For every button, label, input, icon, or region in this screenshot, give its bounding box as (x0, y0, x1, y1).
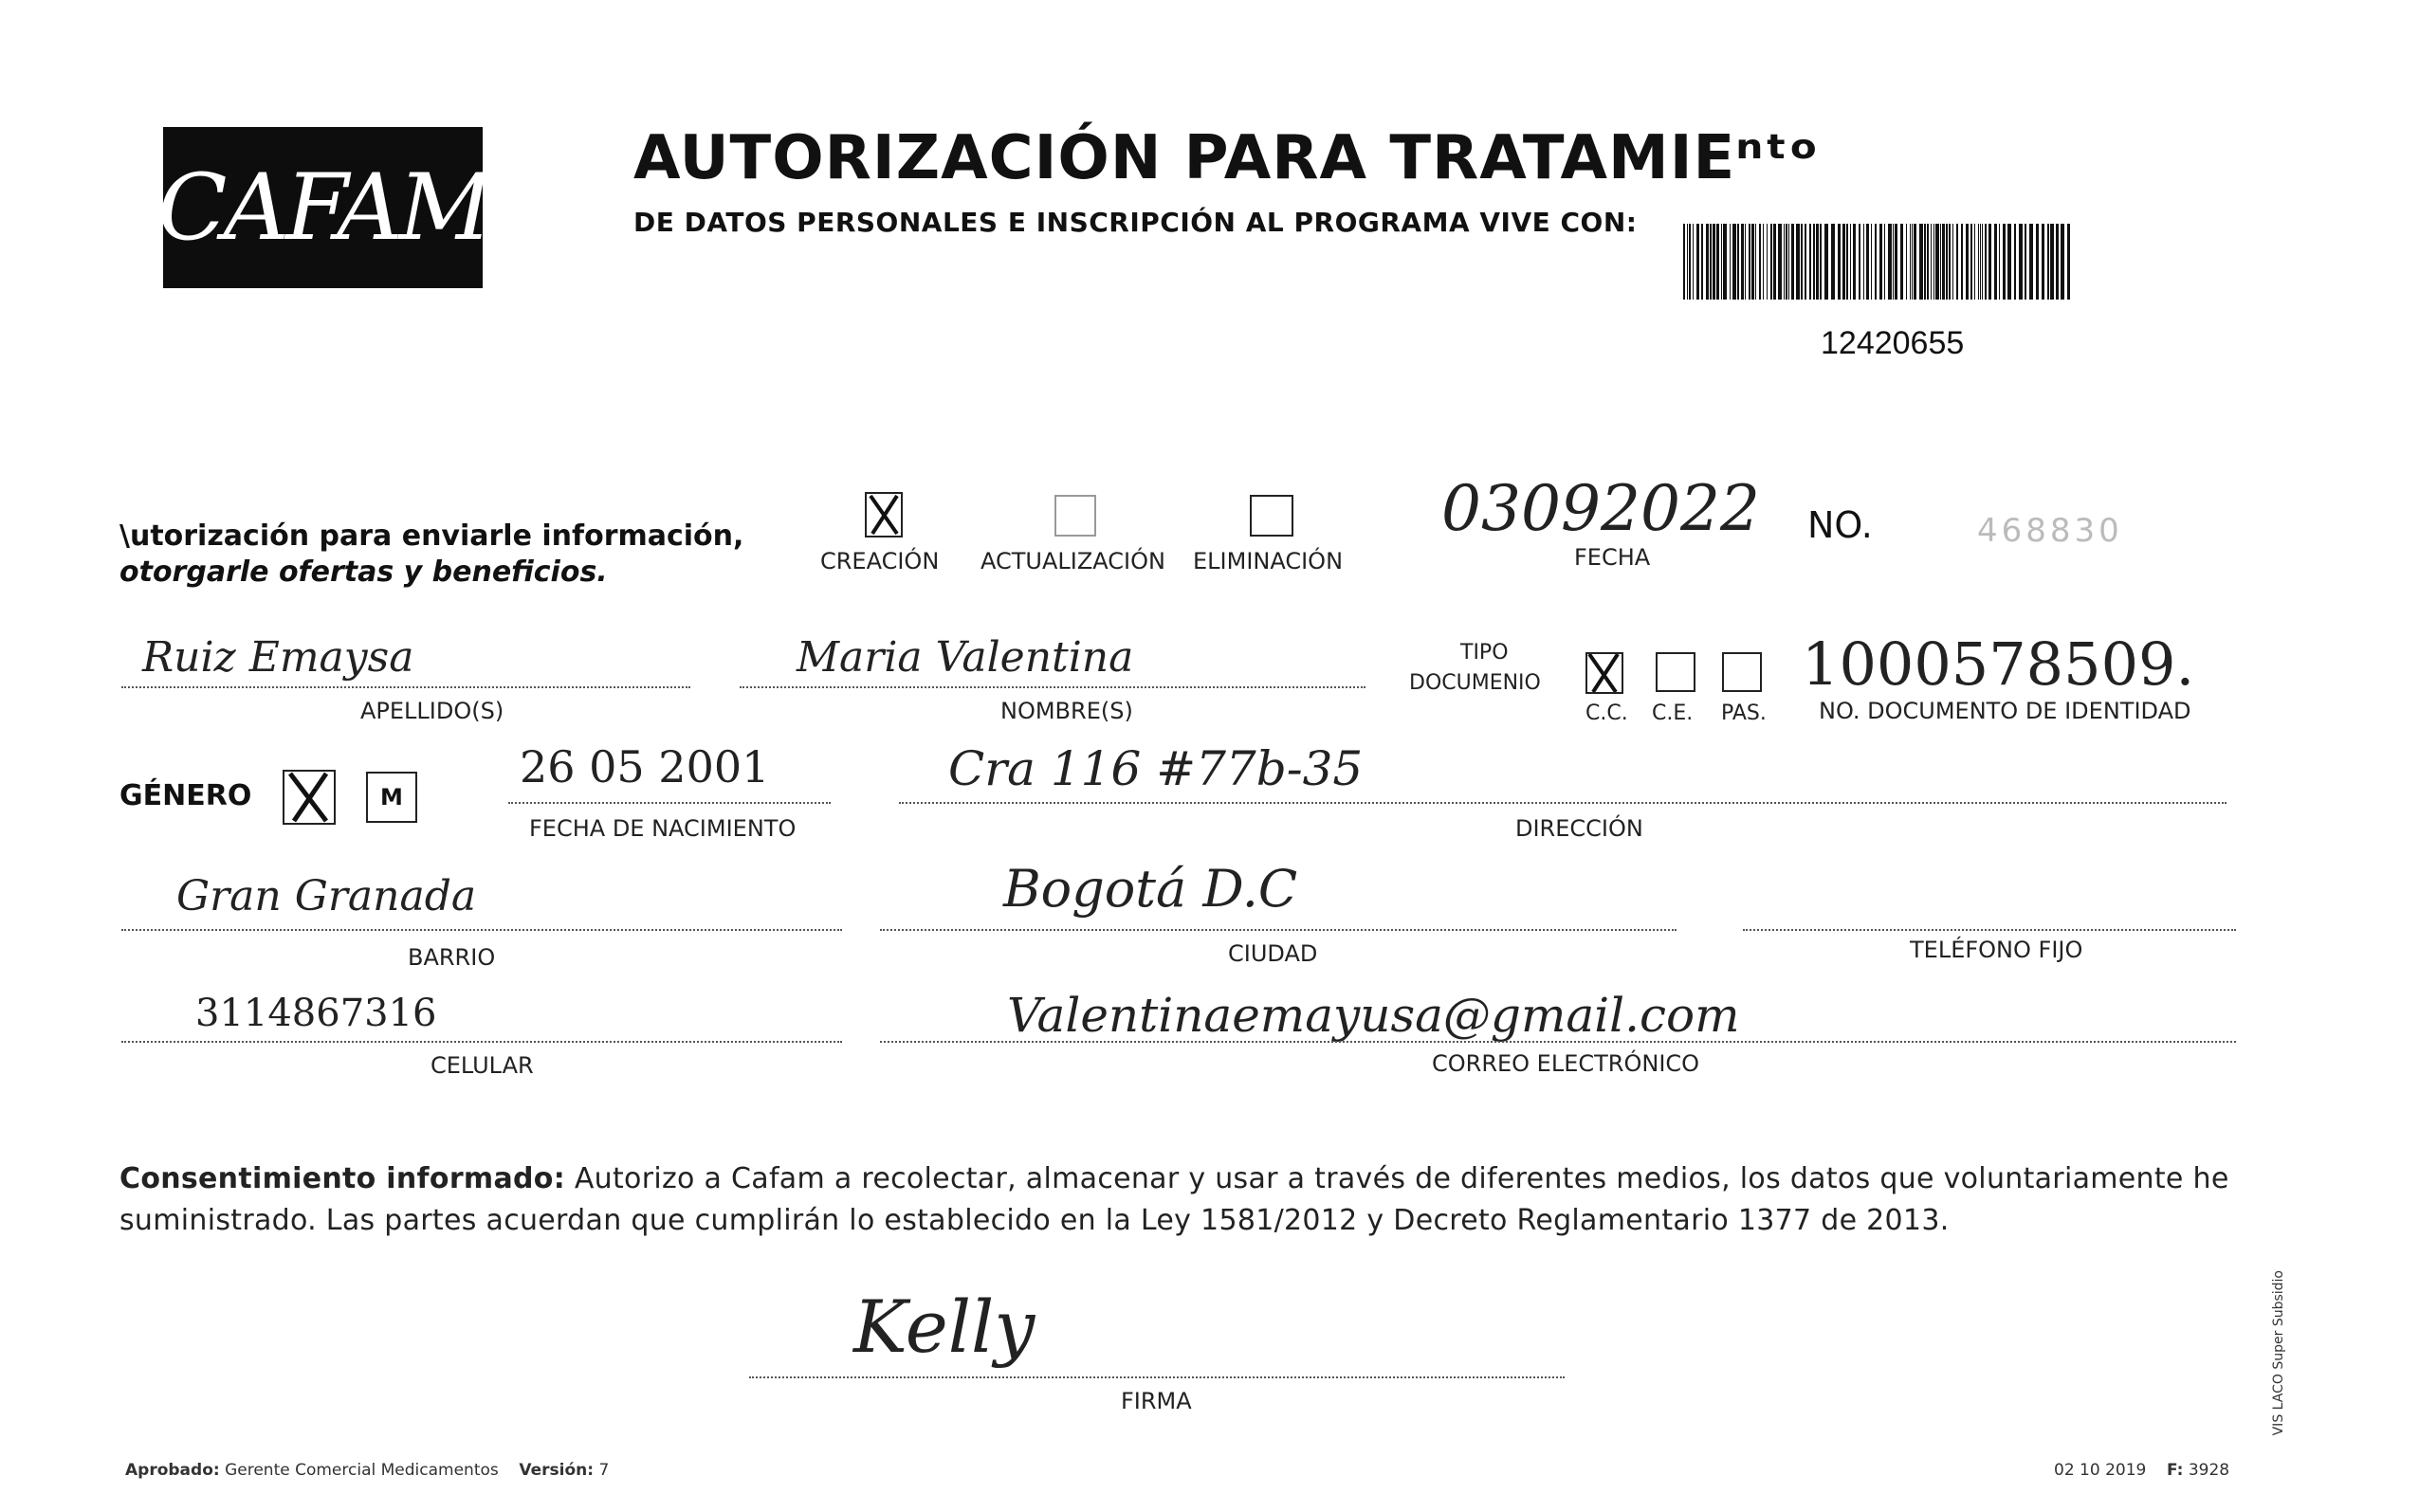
barcode-bar (1966, 224, 1969, 300)
footer-right (2054, 1461, 2229, 1480)
barcode-bar (2042, 224, 2044, 300)
barcode-bar (1985, 224, 1987, 300)
barcode-bar (1809, 224, 1811, 300)
ce-label: C.E. (1652, 701, 1694, 725)
doc-type-label-2: DOCUMENIO (1409, 671, 1541, 695)
delete-label: ELIMINACIÓN (1193, 548, 1344, 574)
barcode-bar (1970, 224, 1972, 300)
barcode-bar (1824, 224, 1828, 300)
approved-value: Gerente Comercial Medicamentos (225, 1461, 499, 1480)
barcode-bar (1732, 224, 1736, 300)
signature-line (749, 1376, 1565, 1378)
barcode-bar (1713, 224, 1715, 300)
barcode-bar (1842, 224, 1845, 300)
barcode-bar (1853, 224, 1856, 300)
ce-checkbox[interactable] (1656, 652, 1695, 692)
barcode-bar (1693, 224, 1694, 300)
barcode-bar (1770, 224, 1772, 300)
update-label: ACTUALIZACIÓN (980, 548, 1165, 574)
barcode-bar (1846, 224, 1848, 300)
barcode-bar (1919, 224, 1923, 300)
barcode-bar (1710, 224, 1712, 300)
landline-line (1743, 929, 2236, 931)
gender-male-checkbox[interactable] (366, 772, 417, 823)
barcode-bar (2007, 224, 2011, 300)
barcode-bar (1900, 224, 1903, 300)
barcode-bar (1737, 224, 1739, 300)
neighborhood-value: Gran Granada (176, 872, 477, 920)
barcode-bar (1749, 224, 1750, 300)
barcode-bar (1788, 224, 1789, 300)
barcode-bar (1820, 224, 1822, 300)
barcode-bar (1884, 224, 1885, 300)
barcode-bar (1767, 224, 1768, 300)
barcode-bar (1805, 224, 1806, 300)
authorization-line-2: otorgarle ofertas y beneficios. (119, 556, 608, 589)
barcode-bar (1912, 224, 1913, 300)
consent-text: Autorizo a Cafam a recolectar, almacenar y usar a través de diferentes medios, los datos que voluntariamente he suministrado. Las partes acuerdan que cumplirán lo establecido en la Ley 1581/2012 y Decreto Reglamentario 1377 de 2013. (119, 1162, 2229, 1237)
barcode-bar (1933, 224, 1934, 300)
barcode-bar (1895, 224, 1897, 300)
barcode-icon (1683, 224, 2072, 300)
approved-label: Aprobado: (125, 1461, 220, 1480)
barcode-bar (1683, 224, 1685, 300)
barcode-bar (2050, 224, 2054, 300)
barcode-bar (1689, 224, 1691, 300)
address-line (899, 802, 2227, 804)
barcode-bar (1863, 224, 1864, 300)
consent-paragraph (119, 1158, 2234, 1242)
barcode-bar (1745, 224, 1746, 300)
barcode-bar (2003, 224, 2006, 300)
version-value: 7 (598, 1461, 610, 1480)
barcode-bar (1949, 224, 1951, 300)
address-label: DIRECCIÓN (1515, 815, 1643, 842)
mobile-value: 3114867316 (195, 992, 437, 1035)
barcode-bar (1935, 224, 1939, 300)
barcode-bar (1974, 224, 1975, 300)
barcode-bar (1784, 224, 1785, 300)
barcode-bar (1942, 224, 1945, 300)
vertical-side-text: VIS LACO Super Subsidio (2271, 1270, 2286, 1436)
birth-date-value: 26 05 2001 (520, 741, 770, 792)
barcode-bar (1931, 224, 1932, 300)
barcode-bar (1910, 224, 1911, 300)
barcode-bar (2019, 224, 2023, 300)
barcode-bar (1755, 224, 1756, 300)
number-value: 468830 (1977, 512, 2123, 550)
barcode-bar (1866, 224, 1869, 300)
barcode-bar (1982, 224, 1983, 300)
barcode-bar (1994, 224, 1997, 300)
barcode-bar (1914, 224, 1916, 300)
surnames-line (121, 686, 690, 688)
check-mark-icon (284, 772, 334, 823)
barcode-bar (1701, 224, 1703, 300)
document-subtitle: DE DATOS PERSONALES E INSCRIPCIÓN AL PROGRAMA VIVE CON: (633, 207, 1638, 238)
pas-checkbox[interactable] (1722, 652, 1762, 692)
barcode-bar (1888, 224, 1892, 300)
barcode-bar (1813, 224, 1815, 300)
city-value: Bogotá D.C (1003, 859, 1298, 919)
gender-female-checkbox[interactable] (283, 770, 336, 825)
barcode-bar (2061, 224, 2064, 300)
birth-date-label: FECHA DE NACIMIENTO (529, 815, 797, 842)
gender-male-label: M (380, 784, 403, 811)
barcode-bar (2036, 224, 2039, 300)
barcode-bar (1831, 224, 1835, 300)
barcode-bar (1741, 224, 1744, 300)
email-value: Valentinaemayusa@gmail.com (1007, 988, 1740, 1043)
barcode-bar (1730, 224, 1731, 300)
barcode-bar (1924, 224, 1926, 300)
names-value: Maria Valentina (797, 633, 1134, 682)
footer-approved (125, 1461, 609, 1480)
barcode-bar (1786, 224, 1787, 300)
email-line (880, 1041, 2236, 1043)
doc-number-value: 1000578509. (1802, 629, 2195, 699)
surnames-label: APELLIDO(S) (360, 698, 504, 724)
barcode-bar (2067, 224, 2070, 300)
authorization-line-1: \utorización para enviarle información, (119, 519, 744, 553)
gender-label: GÉNERO (119, 779, 252, 812)
cc-label: C.C. (1585, 701, 1628, 725)
barcode-bar (1927, 224, 1929, 300)
barcode-bar (1759, 224, 1761, 300)
document-title: AUTORIZACIÓN PARA TRATAMIEⁿᵗᵒ (633, 123, 1820, 193)
birth-date-line (508, 802, 831, 804)
neighborhood-line (121, 929, 842, 931)
barcode-bar (2056, 224, 2059, 300)
names-label: NOMBRE(S) (1000, 698, 1133, 724)
names-line (740, 686, 1365, 688)
email-label: CORREO ELECTRÓNICO (1432, 1050, 1700, 1077)
pas-label: PAS. (1721, 701, 1767, 725)
barcode-bar (1763, 224, 1764, 300)
city-line (880, 929, 1677, 931)
barcode-bar (1952, 224, 1953, 300)
barcode-bar (1946, 224, 1948, 300)
barcode-bar (1961, 224, 1963, 300)
barcode-bar (1801, 224, 1803, 300)
form-label: F: (2166, 1461, 2184, 1480)
barcode-bar (1906, 224, 1907, 300)
neighborhood-label: BARRIO (408, 944, 496, 971)
barcode-bar (1999, 224, 2000, 300)
barcode-bar (1773, 224, 1776, 300)
check-mark-icon (1587, 654, 1622, 692)
city-label: CIUDAD (1228, 940, 1318, 967)
doc-type-label-1: TIPO (1460, 641, 1509, 665)
signature-value: Kelly (853, 1284, 1035, 1369)
date-value: 03092022 (1441, 472, 1760, 545)
landline-label: TELÉFONO FIJO (1910, 937, 2083, 963)
barcode-bar (1879, 224, 1882, 300)
barcode-bar (1859, 224, 1860, 300)
cafam-logo (157, 127, 488, 288)
barcode-bar (1940, 224, 1941, 300)
address-value: Cra 116 #77b-35 (948, 741, 1364, 796)
form-value: 3928 (2188, 1461, 2230, 1480)
version-label: Versión: (519, 1461, 595, 1480)
barcode-bar (1875, 224, 1877, 300)
barcode-bar (1796, 224, 1800, 300)
mobile-line (121, 1041, 842, 1043)
barcode-bar (1978, 224, 1979, 300)
barcode-bar (1988, 224, 1991, 300)
consent-heading: Consentimiento informado: (119, 1162, 565, 1195)
barcode-bar (1871, 224, 1872, 300)
creation-label: CREACIÓN (820, 548, 940, 574)
barcode-bar (1956, 224, 1958, 300)
surnames-value: Ruiz Emaysa (142, 633, 414, 682)
barcode-bar (1850, 224, 1851, 300)
barcode-bar (2014, 224, 2016, 300)
barcode-bar (1751, 224, 1754, 300)
barcode-bar (1716, 224, 1719, 300)
check-mark-icon (867, 494, 901, 536)
update-checkbox[interactable] (1054, 495, 1096, 537)
mobile-label: CELULAR (431, 1052, 534, 1079)
barcode-bar (1980, 224, 1981, 300)
footer-date: 02 10 2019 (2054, 1461, 2147, 1480)
logo-text: CAFAM (157, 155, 488, 261)
doc-number-label: NO. DOCUMENTO DE IDENTIDAD (1819, 698, 2191, 724)
cc-checkbox[interactable] (1585, 652, 1623, 694)
barcode-bar (2047, 224, 2049, 300)
barcode-bar (1696, 224, 1699, 300)
barcode-bar (2029, 224, 2033, 300)
number-label: NO. (1807, 504, 1873, 546)
barcode-bar (1791, 224, 1794, 300)
barcode-bar (2025, 224, 2026, 300)
delete-checkbox[interactable] (1250, 495, 1293, 537)
barcode-bar (1721, 224, 1722, 300)
barcode-bar (1706, 224, 1709, 300)
barcode-bar (1816, 224, 1819, 300)
date-label: FECHA (1574, 544, 1651, 571)
barcode-bar (1778, 224, 1782, 300)
barcode-bar (1893, 224, 1894, 300)
barcode-number: 12420655 (1821, 325, 1965, 361)
barcode-bar (1838, 224, 1841, 300)
barcode-bar (1723, 224, 1727, 300)
barcode-bar (1687, 224, 1688, 300)
creation-checkbox[interactable] (865, 492, 903, 537)
signature-label: FIRMA (1121, 1388, 1192, 1414)
